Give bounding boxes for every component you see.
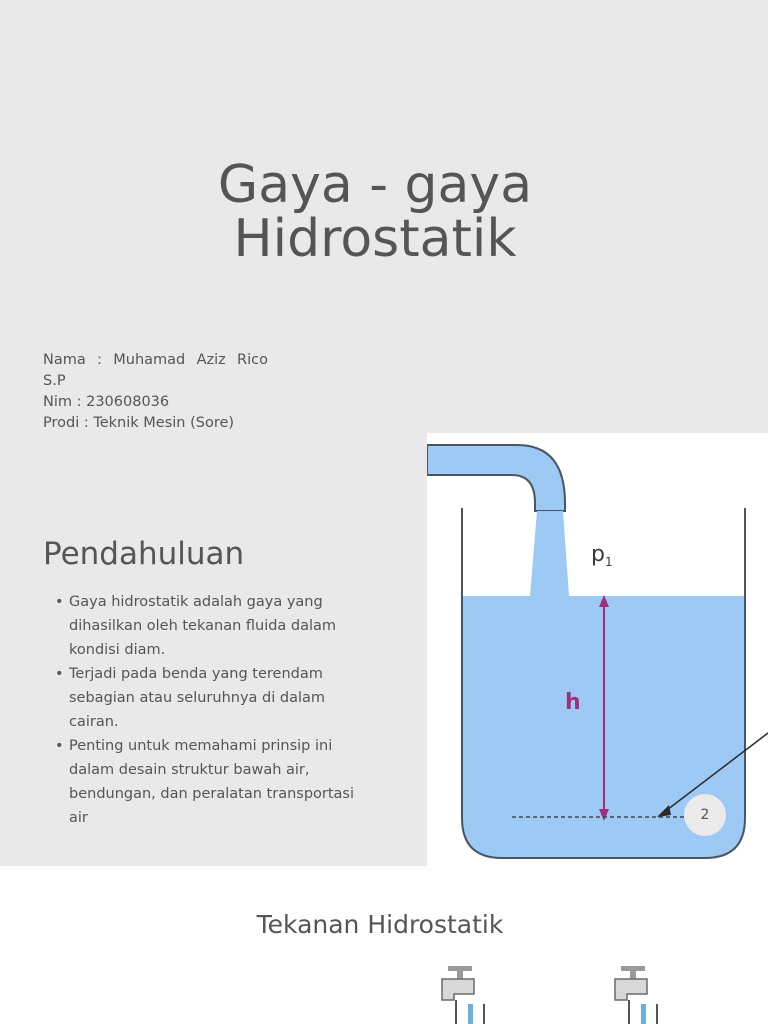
inflow-pipe: [427, 445, 565, 511]
label-p1: p: [591, 542, 605, 567]
water-stream: [530, 511, 569, 596]
slide-title: [0, 155, 750, 269]
bullet-list: [55, 590, 365, 830]
author-name-line-1: Nama : Muhamad Aziz Rico: [43, 352, 268, 368]
author-name-line-2: S.P: [43, 373, 66, 389]
faucet-icon: [607, 964, 667, 1024]
title-line-2: Hidrostatik: [233, 209, 517, 269]
author-prodi: Prodi : Teknik Mesin (Sore): [43, 415, 235, 431]
slide-3-heading: Tekanan Hidrostatik: [256, 910, 504, 939]
bullet-item: • Gaya hidrostatik adalah gaya yang dihasilkan oleh tekanan fluida dalam kondisi diam.: [55, 590, 365, 662]
author-info: [43, 350, 268, 434]
section-heading: Pendahuluan: [43, 536, 245, 572]
bullet-item: • Terjadi pada benda yang terendam sebagian atau seluruhnya di dalam cairan.: [55, 662, 365, 734]
label-h: h: [565, 690, 581, 715]
faucet-icon: [434, 964, 494, 1024]
bullet-item: • Penting untuk memahami prinsip ini dalam desain struktur bawah air, bendungan, dan peralatan transportasi air: [55, 734, 365, 830]
author-nim: Nim : 230608036: [43, 394, 170, 410]
title-line-1: Gaya - gaya: [217, 155, 533, 215]
page-number-badge: 2: [684, 794, 726, 836]
label-p1-subscript: 1: [605, 555, 613, 569]
